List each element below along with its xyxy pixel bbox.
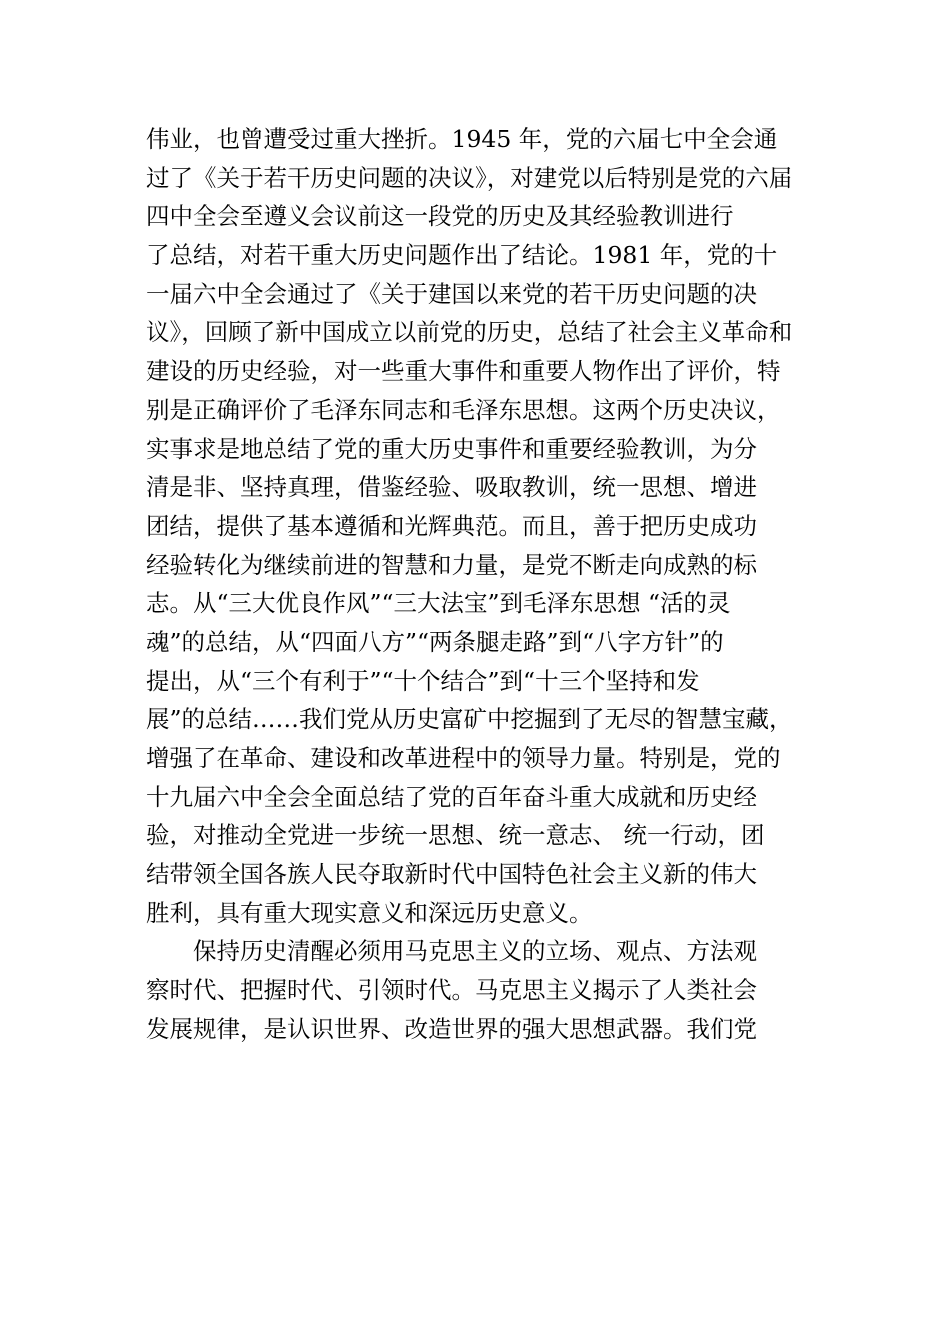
text-line: 清是非、坚持真理，借鉴经验、吸取教训，统一思想、增进: [146, 473, 757, 502]
text-line: 团结，提供了基本遵循和光辉典范。而且，善于把历史成功: [146, 511, 757, 540]
text-line: 十九届六中全会全面总结了党的百年奋斗重大成就和历史经: [146, 782, 757, 811]
text-line: 魂”的总结，从“四面八方”“两条腿走路”到“八字方针”的: [146, 627, 724, 656]
text-line: 过了《关于若干历史问题的决议》，对建党以后特别是党的六届: [146, 163, 793, 192]
text-line: 结带领全国各族人民夺取新时代中国特色社会主义新的伟大: [146, 860, 757, 889]
text-line: 议》，回顾了新中国成立以前党的历史，总结了社会主义革命和: [146, 318, 793, 347]
text-line: 伟业，也曾遭受过重大挫折。1945 年，党的六届七中全会通: [146, 125, 778, 153]
paragraph-first-line: 保持历史清醒必须用马克思主义的立场、观点、方法观: [193, 937, 757, 966]
text-line: 志。从“三大优良作风”“三大法宝”到毛泽东思想 “活的灵: [146, 589, 731, 618]
text-line: 别是正确评价了毛泽东同志和毛泽东思想。这两个历史决议，: [146, 395, 781, 424]
text-line: 察时代、把握时代、引领时代。马克思主义揭示了人类社会: [146, 976, 757, 1005]
text-line: 展”的总结……我们党从历史富矿中挖掘到了无尽的智慧宝藏，: [146, 705, 793, 734]
text-line: 提出，从“三个有利于”“十个结合”到“十三个坚持和发: [146, 666, 700, 695]
text-line: 建设的历史经验，对一些重大事件和重要人物作出了评价，特: [146, 357, 781, 386]
text-line: 胜利，具有重大现实意义和深远历史意义。: [146, 898, 593, 927]
text-line: 四中全会至遵义会议前这一段党的历史及其经验教训进行: [146, 202, 734, 231]
text-line: 实事求是地总结了党的重大历史事件和重要经验教训，为分: [146, 434, 757, 463]
text-line: 了总结，对若干重大历史问题作出了结论。1981 年，党的十: [146, 241, 778, 270]
text-line: 一届六中全会通过了《关于建国以来党的若干历史问题的决: [146, 279, 757, 308]
text-line: 发展规律，是认识世界、改造世界的强大思想武器。我们党: [146, 1014, 757, 1043]
body-text: [146, 120, 826, 1049]
text-line: 增强了在革命、建设和改革进程中的领导力量。特别是，党的: [146, 744, 781, 772]
text-line: 验，对推动全党进一步统一思想、统一意志、 统一行动，团: [146, 821, 765, 850]
text-line: 经验转化为继续前进的智慧和力量，是党不断走向成熟的标: [146, 550, 757, 579]
